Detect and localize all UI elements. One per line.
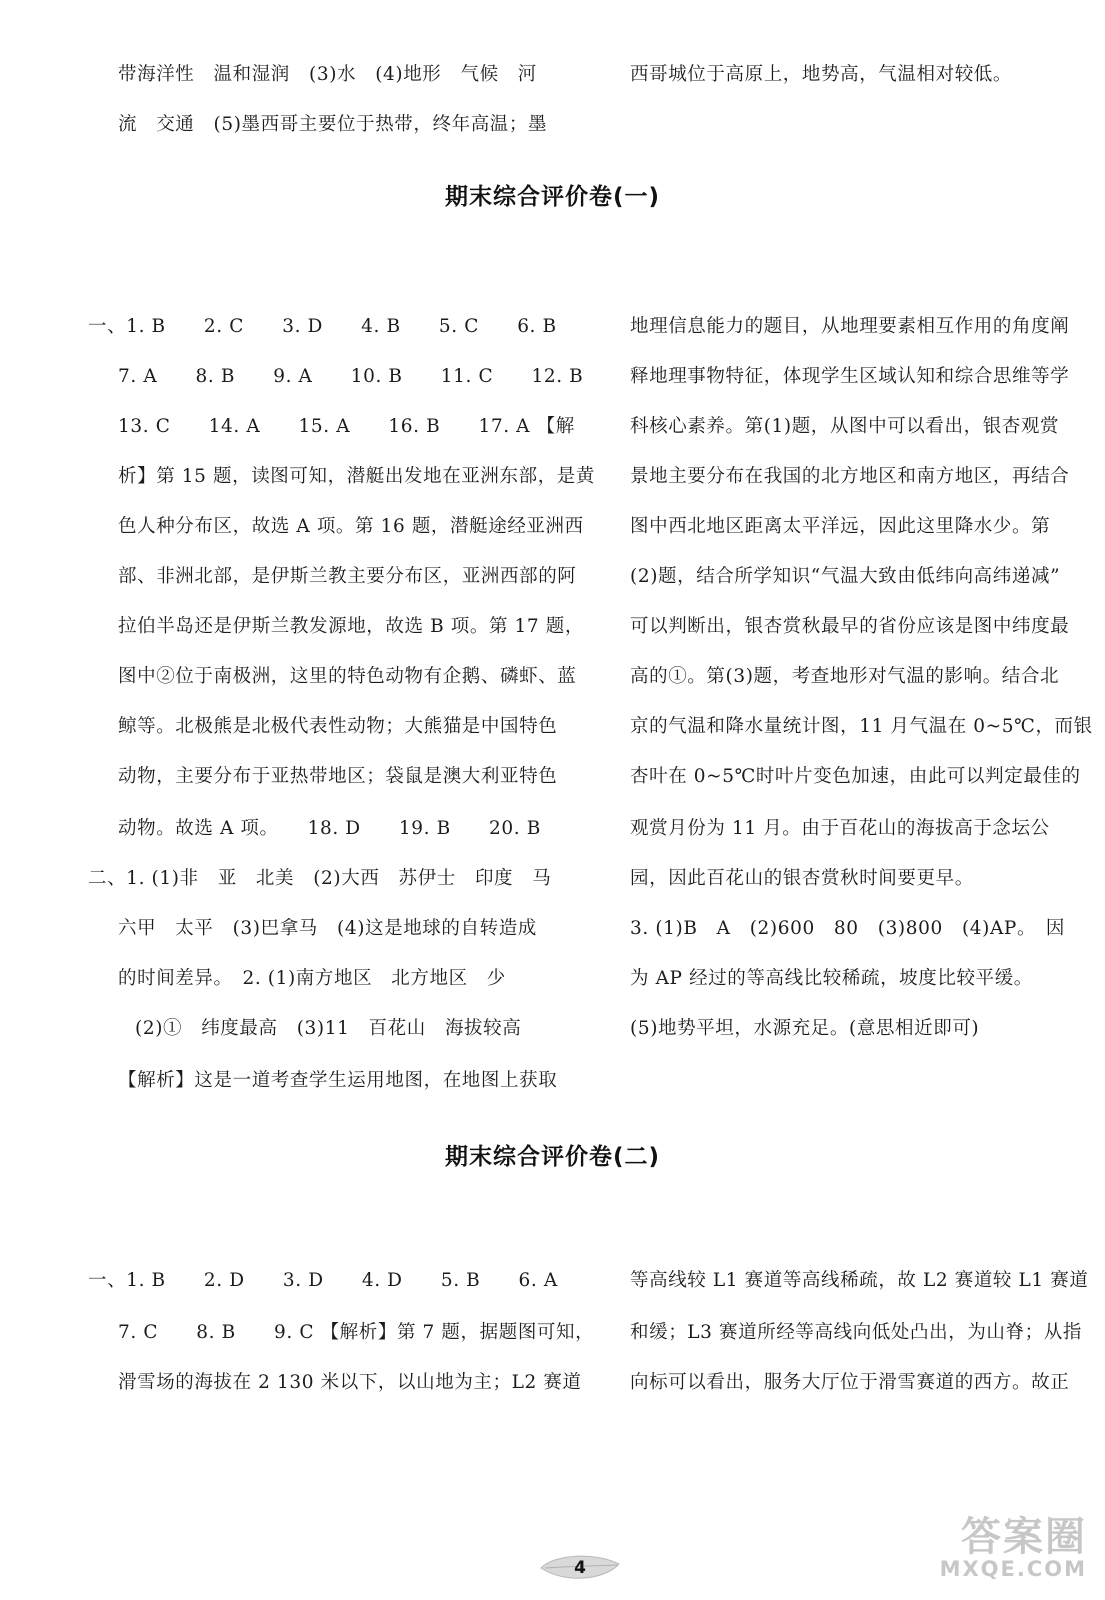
text-line: 流 交通 (5)墨西哥主要位于热带，终年高温；墨: [118, 114, 548, 135]
watermark-url: MXQE.COM: [939, 1557, 1087, 1581]
text-line: 释地理事物特征，体现学生区域认知和综合思维等学: [630, 366, 1070, 387]
text-line: 色人种分布区，故选 A 项。第 16 题，潜艇途经亚洲西: [118, 516, 584, 537]
text-line: 图中②位于南极洲，这里的特色动物有企鹅、磷虾、蓝: [118, 666, 577, 687]
text-line: 拉伯半岛还是伊斯兰教发源地，故选 B 项。第 17 题，: [118, 616, 584, 637]
answer-line: 7. C 8. B 9. C 【解析】第 7 题，据题图可知，: [118, 1322, 595, 1343]
text-line: 滑雪场的海拔在 2 130 米以下，以山地为主；L2 赛道: [118, 1372, 582, 1393]
answer-line: 7. A 8. B 9. A 10. B 11. C 12. B: [118, 366, 584, 387]
text-line: 杏叶在 0~5℃时叶片变色加速，由此可以判定最佳的: [630, 766, 1081, 787]
answer-line: 3. (1)B A (2)600 80 (3)800 (4)AP。 因: [630, 918, 1066, 939]
answer-line: 一、1. B 2. C 3. D 4. B 5. C 6. B: [88, 316, 557, 337]
text-line: 鲸等。北极熊是北极代表性动物；大熊猫是中国特色: [118, 716, 558, 737]
text-line: 地理信息能力的题目，从地理要素相互作用的角度阐: [630, 316, 1070, 337]
answer-line: 一、1. B 2. D 3. D 4. D 5. B 6. A: [88, 1270, 558, 1291]
text-line: 部、非洲北部，是伊斯兰教主要分布区，亚洲西部的阿: [118, 566, 577, 587]
text-line: 科核心素养。第(1)题，从图中可以看出，银杏观赏: [630, 416, 1060, 437]
page-number: [535, 1550, 625, 1586]
text-line: 和缓；L3 赛道所经等高线向低处凸出，为山脊；从指: [630, 1322, 1082, 1343]
text-line: 向标可以看出，服务大厅位于滑雪赛道的西方。故正: [630, 1372, 1070, 1393]
watermark-text: 答案圈: [961, 1514, 1087, 1560]
watermark-logo: [915, 1505, 1095, 1595]
section-title-1: 期末综合评价卷(一): [444, 184, 661, 210]
page-number-text: 4: [574, 1558, 586, 1578]
text-line: 带海洋性 温和湿润 (3)水 (4)地形 气候 河: [118, 64, 537, 85]
section-title-2: 期末综合评价卷(二): [444, 1144, 661, 1170]
text-line: 动物，主要分布于亚热带地区；袋鼠是澳大利亚特色: [118, 766, 558, 787]
text-line: 动物。故选 A 项。 18. D 19. B 20. B: [118, 818, 541, 839]
text-line: 景地主要分布在我国的北方地区和南方地区，再结合: [630, 466, 1070, 487]
answer-line: 二、1. (1)非 亚 北美 (2)大西 苏伊士 印度 马: [88, 868, 552, 889]
text-line: 园，因此百花山的银杏赏秋时间要更早。: [630, 868, 974, 889]
text-line: 析】第 15 题，读图可知，潜艇出发地在亚洲东部，是黄: [118, 466, 596, 487]
text-line: (5)地势平坦，水源充足。(意思相近即可): [630, 1018, 980, 1039]
text-line: 西哥城位于高原上，地势高，气温相对较低。: [630, 64, 1013, 85]
text-line: 图中西北地区距离太平洋远，因此这里降水少。第: [630, 516, 1051, 537]
text-line: 为 AP 经过的等高线比较稀疏，坡度比较平缓。: [630, 968, 1033, 989]
text-line: 京的气温和降水量统计图，11 月气温在 0~5℃，而银: [630, 716, 1093, 737]
answer-line: 13. C 14. A 15. A 16. B 17. A 【解: [118, 416, 575, 437]
text-line: 可以判断出，银杏赏秋最早的省份应该是图中纬度最: [630, 616, 1070, 637]
text-line: 的时间差异。 2. (1)南方地区 北方地区 少: [118, 968, 506, 989]
text-line: 高的①。第(3)题，考查地形对气温的影响。结合北: [630, 666, 1060, 687]
text-line: 观赏月份为 11 月。由于百花山的海拔高于念坛公: [630, 818, 1050, 839]
text-line: (2)① 纬度最高 (3)11 百花山 海拔较高: [135, 1018, 522, 1039]
text-line: 等高线较 L1 赛道等高线稀疏，故 L2 赛道较 L1 赛道: [630, 1270, 1089, 1291]
text-line: 【解析】这是一道考查学生运用地图，在地图上获取: [118, 1070, 558, 1091]
text-line: 六甲 太平 (3)巴拿马 (4)这是地球的自转造成: [118, 918, 537, 939]
text-line: (2)题，结合所学知识“气温大致由低纬向高纬递减”: [630, 566, 1061, 587]
